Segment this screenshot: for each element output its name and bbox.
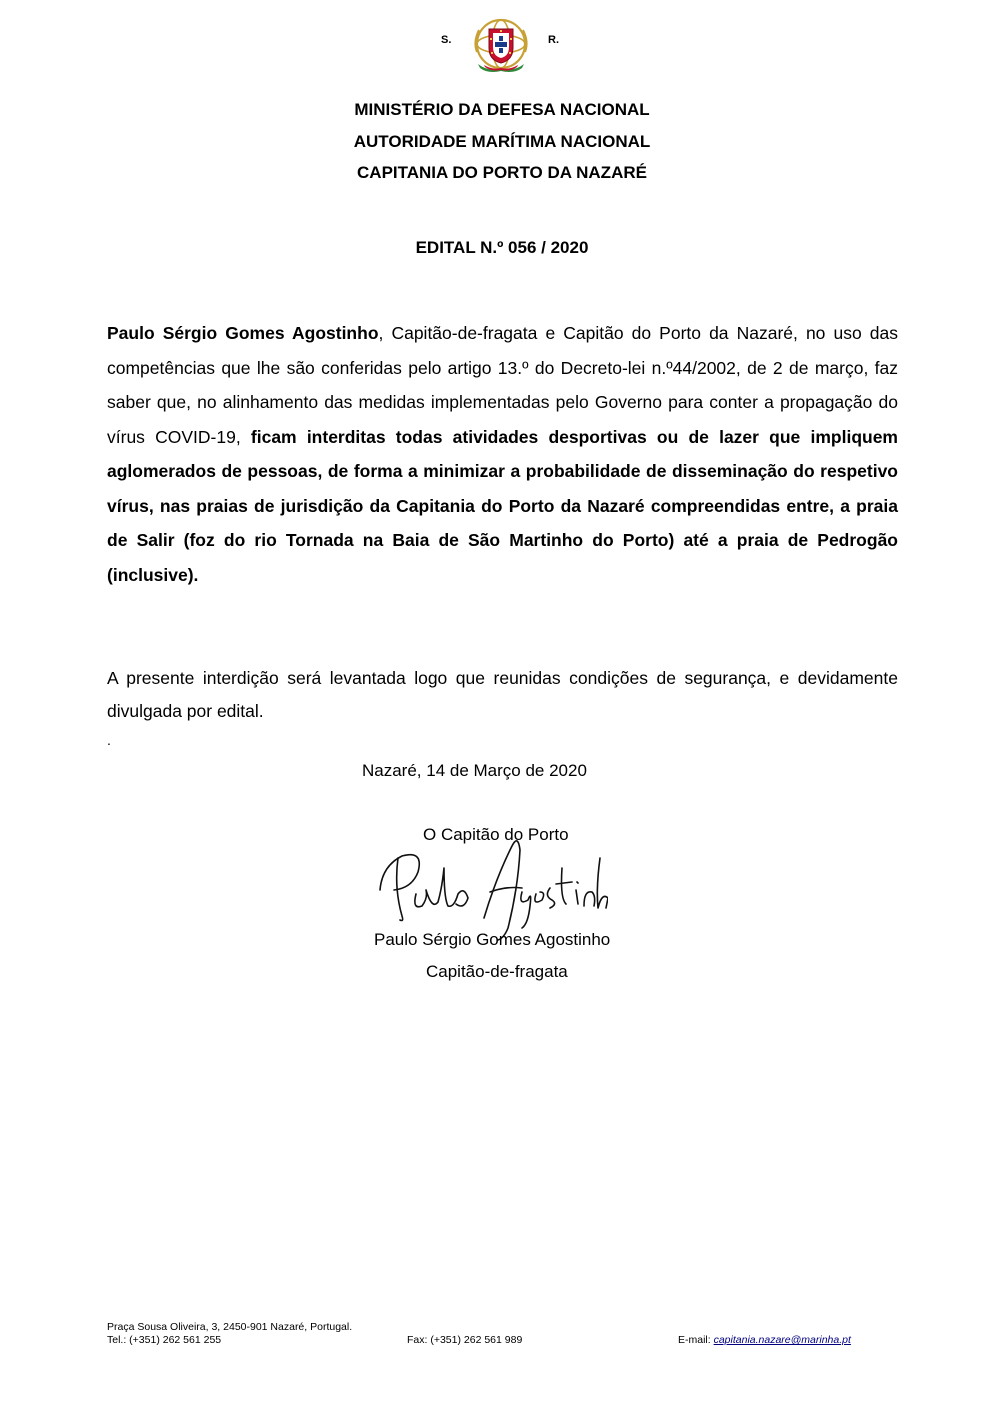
footer-email — [678, 1334, 851, 1347]
email-link[interactable]: capitania.nazare@marinha.pt — [713, 1334, 851, 1346]
paragraph-text: , Capitão-de-fragata e Capitão do Porto da Nazaré, no uso das competências que lhe são conferidas pelo artigo 13.º do Decreto-lei n.º44/2002, de 2 de março, faz saber que, no alinhamento das medidas implementadas pelo Governo para conter a propagação do vírus COVID-19, — [107, 323, 898, 447]
authority-name: AUTORIDADE MARÍTIMA NACIONAL — [353, 131, 651, 151]
letter-s: S. — [441, 34, 452, 46]
signatory-title: O Capitão do Porto — [423, 825, 569, 844]
body-paragraph-2: A presente interdição será levantada logo que reunidas condições de segurança, e devidamente divulgada por edital. — [107, 668, 898, 721]
handwritten-signature — [372, 828, 608, 946]
footer-contacts — [107, 1334, 887, 1347]
footer-fax: Fax: (+351) 262 561 989 — [407, 1334, 523, 1346]
footer-address: Praça Sousa Oliveira, 3, 2450-901 Nazaré, Portugal. — [107, 1321, 353, 1333]
portuguese-coat-of-arms-icon — [470, 12, 532, 74]
captaincy-name: CAPITANIA DO PORTO DA NAZARÉ — [357, 163, 647, 182]
email-label: E-mail: — [678, 1334, 714, 1346]
signatory-name: Paulo Sérgio Gomes Agostinho — [374, 930, 611, 949]
captain-name-bold: Paulo Sérgio Gomes Agostinho — [107, 323, 379, 343]
institution-header — [0, 94, 993, 189]
edital-title: EDITAL N.º 056 / 2020 — [415, 238, 589, 257]
ministry-name: MINISTÉRIO DA DEFESA NACIONAL — [354, 100, 650, 119]
signatory-rank: Capitão-de-fragata — [426, 962, 568, 981]
footer — [107, 1321, 887, 1347]
letter-r: R. — [548, 34, 559, 46]
prohibition-text-bold: ficam interditas todas atividades desportivas ou de lazer que impliquem aglomerados de pessoas, de forma a minimizar a probabilidade de disseminação do respetivo vírus, nas praias de jurisdição da Capitania do Porto da Nazaré compreendidas entre, a praia de Salir (foz do rio Tornada na Baia de São Martinho do Porto) até a praia de Pedrogão (inclusive). — [107, 426, 898, 585]
stray-dot: . — [107, 732, 111, 748]
place-date: Nazaré, 14 de Março de 2020 — [362, 761, 587, 780]
body-paragraph-1 — [107, 316, 898, 592]
crest-header — [0, 12, 993, 80]
footer-telephone: Tel.: (+351) 262 561 255 — [107, 1334, 222, 1346]
